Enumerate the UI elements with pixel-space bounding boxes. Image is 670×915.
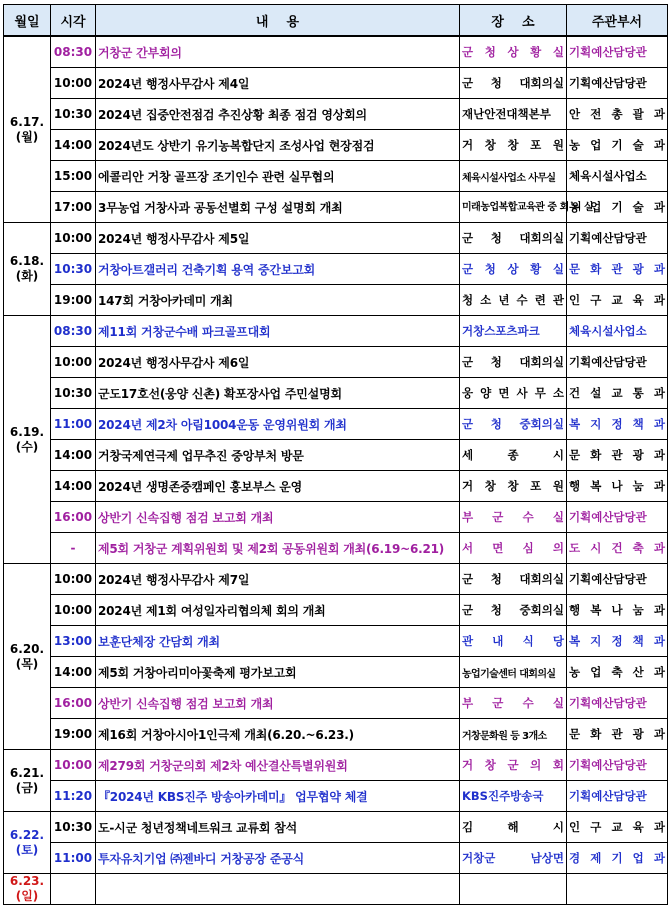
dept-cell: 기획예산담당관 — [567, 36, 668, 68]
time-cell: 14:00 — [51, 471, 96, 502]
time-cell: 11:20 — [51, 781, 96, 812]
time-cell — [51, 874, 96, 905]
dept-cell: 건 설 교 통 과 — [567, 378, 668, 409]
place-cell: 김 해 시 — [460, 812, 567, 843]
dept-cell: 기획예산담당관 — [567, 347, 668, 378]
dept-cell: 체육시설사업소 — [567, 316, 668, 347]
place-cell: 웅 양 면 사 무 소 — [460, 378, 567, 409]
schedule-row — [4, 36, 668, 68]
event-cell: 투자유치기업 ㈜젠바디 거창공장 준공식 — [96, 843, 460, 874]
header-date: 월일 — [4, 5, 51, 37]
schedule-row — [4, 688, 668, 719]
place-cell: 군 청 상 황 실 — [460, 254, 567, 285]
time-cell: 10:00 — [51, 68, 96, 99]
schedule-row — [4, 626, 668, 657]
place-cell: 세 종 시 — [460, 440, 567, 471]
weekday-label: (목) — [15, 656, 39, 671]
place-cell — [460, 874, 567, 905]
dept-cell: 문 화 관 광 과 — [567, 719, 668, 750]
event-cell: 제5회 거창아리미아꽃축제 평가보고회 — [96, 657, 460, 688]
event-cell: 보훈단체장 간담회 개최 — [96, 626, 460, 657]
event-cell: 군도17호선(웅양 신촌) 확포장사업 주민설명회 — [96, 378, 460, 409]
event-cell — [96, 874, 460, 905]
time-cell: 10:00 — [51, 564, 96, 595]
schedule-row — [4, 719, 668, 750]
place-cell: 군 청 중회의실 — [460, 595, 567, 626]
dept-cell — [567, 874, 668, 905]
header-content: 내 용 — [96, 5, 460, 37]
date-cell — [4, 750, 51, 812]
time-cell: 14:00 — [51, 130, 96, 161]
dept-cell: 경 제 기 업 과 — [567, 843, 668, 874]
header-place: 장 소 — [460, 5, 567, 37]
dept-cell: 행 복 나 눔 과 — [567, 595, 668, 626]
dept-cell: 도 시 건 축 과 — [567, 533, 668, 564]
place-cell: 거 창 군 의 회 — [460, 750, 567, 781]
dept-cell: 안 전 총 괄 과 — [567, 99, 668, 130]
place-cell: 거 창 창 포 원 — [460, 130, 567, 161]
date-label: 6.19. — [9, 424, 45, 439]
event-cell: 거창국제연극제 업무추진 중앙부처 방문 — [96, 440, 460, 471]
schedule-row — [4, 68, 668, 99]
time-cell: 11:00 — [51, 409, 96, 440]
time-cell: 10:30 — [51, 254, 96, 285]
schedule-row — [4, 223, 668, 254]
date-label: 6.23. — [9, 874, 45, 888]
time-cell: 10:30 — [51, 378, 96, 409]
event-cell: 제16회 거창아시아1인극제 개최(6.20.~6.23.) — [96, 719, 460, 750]
date-cell — [4, 36, 51, 223]
weekday-label: (월) — [15, 129, 39, 144]
schedule-row — [4, 750, 668, 781]
weekday-label: (일) — [15, 889, 39, 903]
dept-cell: 기획예산담당관 — [567, 502, 668, 533]
time-cell: 13:00 — [51, 626, 96, 657]
dept-cell: 행 복 나 눔 과 — [567, 471, 668, 502]
dept-cell: 기획예산담당관 — [567, 68, 668, 99]
event-cell: 2024년 제1회 여성일자리협의체 회의 개최 — [96, 595, 460, 626]
weekday-label: (토) — [15, 842, 39, 857]
schedule-row — [4, 130, 668, 161]
schedule-body — [4, 36, 668, 905]
weekday-label: (금) — [15, 780, 39, 795]
dept-cell: 농 업 기 술 과 — [567, 192, 668, 223]
event-cell: 2024년 행정사무감사 제6일 — [96, 347, 460, 378]
place-cell: 관 내 식 당 — [460, 626, 567, 657]
place-cell: 농업기술센터 대회의실 — [460, 657, 567, 688]
place-cell: 군 청 중회의실 — [460, 409, 567, 440]
schedule-row — [4, 440, 668, 471]
date-label: 6.21. — [9, 765, 45, 780]
place-cell: 재난안전대책본부 — [460, 99, 567, 130]
dept-cell: 복 지 정 책 과 — [567, 409, 668, 440]
dept-cell: 기획예산담당관 — [567, 750, 668, 781]
schedule-row — [4, 564, 668, 595]
place-cell: 청 소 년 수 련 관 — [460, 285, 567, 316]
place-cell: 거창군 남상면 — [460, 843, 567, 874]
event-cell: 『2024년 KBS진주 방송아카데미』 업무협약 체결 — [96, 781, 460, 812]
place-cell: 군 청 대회의실 — [460, 347, 567, 378]
dept-cell: 인 구 교 육 과 — [567, 812, 668, 843]
event-cell: 2024년 생명존중캠페인 홍보부스 운영 — [96, 471, 460, 502]
schedule-row — [4, 99, 668, 130]
place-cell: 거 창 창 포 원 — [460, 471, 567, 502]
date-label: 6.17. — [9, 114, 45, 129]
dept-cell: 기획예산담당관 — [567, 564, 668, 595]
time-cell: 10:30 — [51, 99, 96, 130]
schedule-row — [4, 254, 668, 285]
schedule-row — [4, 657, 668, 688]
time-cell: - — [51, 533, 96, 564]
event-cell: 3무농업 거창사과 공동선별회 구성 설명회 개최 — [96, 192, 460, 223]
dept-cell: 기획예산담당관 — [567, 223, 668, 254]
schedule-row — [4, 409, 668, 440]
date-cell — [4, 812, 51, 874]
event-cell: 147회 거창아카데미 개최 — [96, 285, 460, 316]
time-cell: 10:00 — [51, 595, 96, 626]
place-cell: 미래농업복합교육관 중 회 의 실 — [460, 192, 567, 223]
schedule-row — [4, 347, 668, 378]
time-cell: 19:00 — [51, 285, 96, 316]
schedule-row — [4, 316, 668, 347]
event-cell: 제5회 거창군 계획위원회 및 제2회 공동위원회 개최(6.19~6.21) — [96, 533, 460, 564]
dept-cell: 기획예산담당관 — [567, 688, 668, 719]
time-cell: 11:00 — [51, 843, 96, 874]
schedule-table — [3, 4, 668, 905]
dept-cell: 문 화 관 광 과 — [567, 440, 668, 471]
event-cell: 2024년 제2차 아림1004운동 운영위원회 개최 — [96, 409, 460, 440]
time-cell: 10:30 — [51, 812, 96, 843]
date-cell — [4, 874, 51, 905]
date-cell — [4, 316, 51, 564]
header-time: 시각 — [51, 5, 96, 37]
time-cell: 08:30 — [51, 36, 96, 68]
time-cell: 14:00 — [51, 657, 96, 688]
place-cell: KBS진주방송국 — [460, 781, 567, 812]
dept-cell: 농 업 기 술 과 — [567, 130, 668, 161]
schedule-row — [4, 595, 668, 626]
event-cell: 제279회 거창군의회 제2차 예산결산특별위원회 — [96, 750, 460, 781]
place-cell: 군 청 대회의실 — [460, 564, 567, 595]
schedule-row — [4, 192, 668, 223]
schedule-row — [4, 812, 668, 843]
event-cell: 상반기 신속집행 점검 보고회 개최 — [96, 502, 460, 533]
place-cell: 군 청 상 황 실 — [460, 36, 567, 68]
schedule-row — [4, 378, 668, 409]
place-cell: 서 면 심 의 — [460, 533, 567, 564]
dept-cell: 농 업 축 산 과 — [567, 657, 668, 688]
dept-cell: 복 지 정 책 과 — [567, 626, 668, 657]
time-cell: 16:00 — [51, 502, 96, 533]
time-cell: 14:00 — [51, 440, 96, 471]
schedule-row — [4, 285, 668, 316]
dept-cell: 기획예산담당관 — [567, 781, 668, 812]
place-cell: 거창문화원 등 3개소 — [460, 719, 567, 750]
event-cell: 2024년 집중안전점검 추진상황 최종 점검 영상회의 — [96, 99, 460, 130]
date-cell — [4, 223, 51, 316]
time-cell: 15:00 — [51, 161, 96, 192]
date-label: 6.20. — [9, 641, 45, 656]
place-cell: 체육시설사업소 사무실 — [460, 161, 567, 192]
weekday-label: (수) — [15, 439, 39, 454]
event-cell: 2024년 행정사무감사 제5일 — [96, 223, 460, 254]
date-label: 6.22. — [9, 827, 45, 842]
schedule-row — [4, 533, 668, 564]
header-row — [4, 5, 668, 37]
event-cell: 도-시군 청년정책네트워크 교류회 참석 — [96, 812, 460, 843]
time-cell: 08:30 — [51, 316, 96, 347]
event-cell: 거창아트갤러리 건축기획 용역 중간보고회 — [96, 254, 460, 285]
place-cell: 군 청 대회의실 — [460, 223, 567, 254]
event-cell: 에콜리안 거창 골프장 조기인수 관련 실무협의 — [96, 161, 460, 192]
event-cell: 거창군 간부회의 — [96, 36, 460, 68]
time-cell: 10:00 — [51, 347, 96, 378]
time-cell: 17:00 — [51, 192, 96, 223]
place-cell: 거창스포츠파크 — [460, 316, 567, 347]
time-cell: 19:00 — [51, 719, 96, 750]
schedule-row — [4, 471, 668, 502]
time-cell: 10:00 — [51, 750, 96, 781]
event-cell: 2024년 행정사무감사 제4일 — [96, 68, 460, 99]
time-cell: 10:00 — [51, 223, 96, 254]
schedule-row — [4, 161, 668, 192]
place-cell: 부 군 수 실 — [460, 502, 567, 533]
time-cell: 16:00 — [51, 688, 96, 719]
dept-cell: 문 화 관 광 과 — [567, 254, 668, 285]
schedule-row — [4, 874, 668, 905]
schedule-row — [4, 502, 668, 533]
place-cell: 부 군 수 실 — [460, 688, 567, 719]
dept-cell: 인 구 교 육 과 — [567, 285, 668, 316]
date-label: 6.18. — [9, 254, 45, 268]
event-cell: 상반기 신속집행 점검 보고회 개최 — [96, 688, 460, 719]
event-cell: 2024년도 상반기 유기농복합단지 조성사업 현장점검 — [96, 130, 460, 161]
event-cell: 제11회 거창군수배 파크골프대회 — [96, 316, 460, 347]
date-cell — [4, 564, 51, 750]
weekday-label: (화) — [15, 269, 39, 283]
event-cell: 2024년 행정사무감사 제7일 — [96, 564, 460, 595]
header-dept: 주관부서 — [567, 5, 668, 37]
dept-cell: 체육시설사업소 — [567, 161, 668, 192]
place-cell: 군 청 대회의실 — [460, 68, 567, 99]
schedule-row — [4, 781, 668, 812]
schedule-row — [4, 843, 668, 874]
